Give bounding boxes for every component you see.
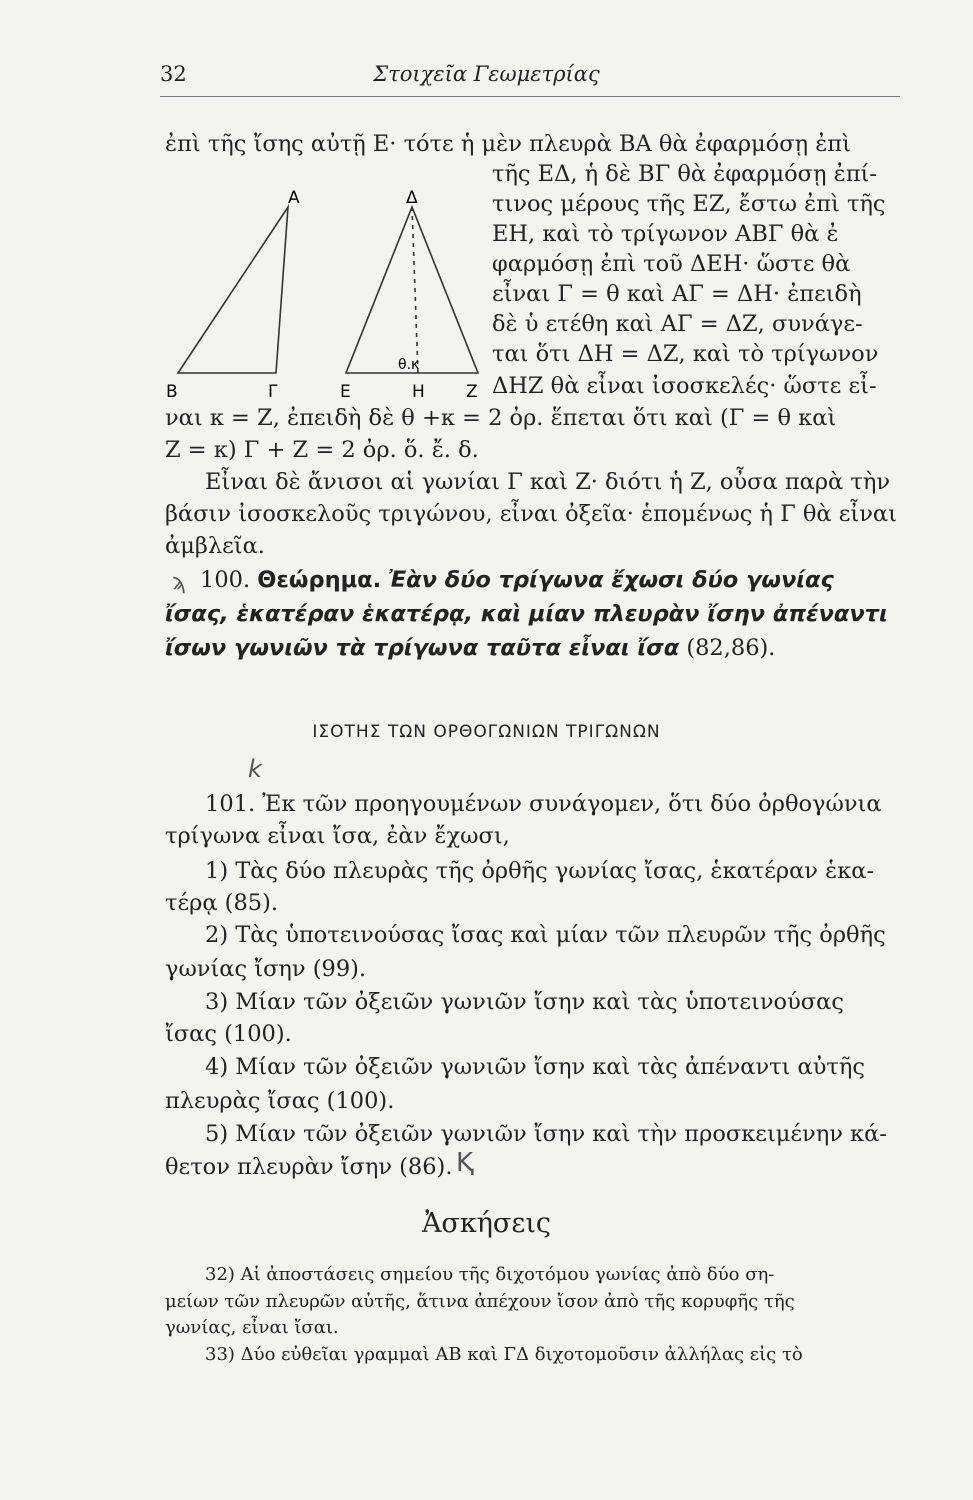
theorem-line (200, 566, 834, 594)
label-angles: θ.κ (398, 357, 420, 373)
text-line: τινος μέρους τῆς ΕΖ, ἔστω ἐπὶ τῆς (492, 191, 886, 217)
list-item: ἴσας (100). (165, 1021, 292, 1047)
theorem-text: Ἐὰν δύο τρίγωνα ἔχωσι δύο γωνίας (388, 567, 834, 593)
exercise-line: μείων τῶν πλευρῶν αὐτῆς, ἅτινα ἀπέχουν ἴσον ἀπὸ τῆς κορυφῆς τῆς (165, 1291, 795, 1312)
text-line: φαρμόσῃ ἐπὶ τοῦ ΔΕΗ· ὥστε θὰ (492, 251, 851, 277)
theorem-number: 100. (200, 567, 251, 593)
text-line: τρίγωνα εἶναι ἴσα, ἐὰν ἔχωσι, (165, 823, 510, 849)
exercise-line: 32) Αἱ ἀποστάσεις σημείου τῆς διχοτόμου γωνίας ἀπὸ δύο ση- (205, 1264, 775, 1285)
list-item: γωνίας ἴσην (99). (165, 956, 367, 982)
list-item: 5) Μίαν τῶν ὀξειῶν γωνιῶν ἴσην καὶ τὴν προσκειμένην κά- (205, 1121, 887, 1147)
list-item: θετον πλευρὰν ἴσην (86). (165, 1154, 453, 1180)
label-h: H (412, 382, 425, 400)
list-item: 3) Μίαν τῶν ὀξειῶν γωνιῶν ἴσην καὶ τὰς ὑποτεινούσας (205, 989, 844, 1015)
running-title: Στοιχεῖα Γεωμετρίας (373, 62, 600, 86)
section-title: ΙΣΟΤΗΣ ΤΩΝ ΟΡΘΟΓΩΝΙΩΝ ΤΡΙΓΩΝΩΝ (312, 722, 661, 742)
label-a: A (288, 188, 300, 208)
triangle-deh (346, 207, 478, 373)
list-item: τέρᾳ (85). (165, 890, 279, 916)
pencil-mark: ϡ (172, 570, 186, 595)
line-dz-dashed (412, 207, 418, 373)
triangles-figure (160, 185, 500, 400)
header-rule (160, 96, 900, 97)
text-line: ΔΗΖ θὰ εἶναι ἰσοσκελές· ὥστε εἶ- (492, 373, 877, 399)
text-line: εἶναι Γ = θ καὶ ΑΓ = ΔΗ· ἐπειδὴ (492, 281, 862, 307)
list-item: 2) Τὰς ὑποτεινούσας ἴσας καὶ μίαν τῶν πλευρῶν τῆς ὀρθῆς (205, 922, 886, 948)
label-delta: Δ (406, 188, 418, 208)
triangle-abg (178, 207, 288, 373)
text-line: ναι κ = Ζ, ἐπειδὴ δὲ θ +κ = 2 ὀρ. ἕπεται ὅτι καὶ (Γ = θ καὶ (165, 405, 837, 431)
pencil-mark: Ⱪ (456, 1148, 474, 1178)
text-line: δὲ ὑ ετέθη καὶ ΑΓ = ΔΖ, συνάγε- (492, 311, 863, 337)
theorem-label: Θεώρημα. (257, 567, 382, 593)
page-number: 32 (160, 62, 187, 86)
theorem-text: ἴσας, ἑκατέραν ἑκατέρᾳ, καὶ μίαν πλευρὰν ἴσην ἀπέναντι (165, 601, 888, 627)
text-line: τῆς ΕΔ, ἡ δὲ ΒΓ θὰ ἐφαρμόσῃ ἐπί- (492, 161, 877, 187)
exercise-line: γωνίας, εἶναι ἴσαι. (165, 1317, 339, 1338)
exercise-line: 33) Δύο εὐθεῖαι γραμμαὶ ΑΒ καὶ ΓΔ διχοτομοῦσιν ἀλλήλας εἰς τὸ (205, 1344, 803, 1365)
exercises-title: Ἀσκήσεις (421, 1208, 552, 1239)
text-line: 101. Ἐκ τῶν προηγουμένων συνάγομεν, ὅτι δύο ὀρθογώνια (205, 791, 882, 817)
theorem-ref: (82,86). (686, 635, 776, 661)
list-item: πλευρὰς ἴσας (100). (165, 1088, 395, 1114)
label-z: Z (466, 382, 478, 400)
text-line: ἐπὶ τῆς ἴσης αὐτῇ Ε· τότε ἡ μὲν πλευρὰ ΒΑ θὰ ἐφαρμόσῃ ἐπὶ (165, 131, 851, 157)
list-item: 1) Τὰς δύο πλευρὰς τῆς ὀρθῆς γωνίας ἴσας, ἑκατέραν ἑκα- (205, 858, 875, 884)
text-line: Εἶναι δὲ ἄνισοι αἱ γωνίαι Γ καὶ Ζ· διότι ἡ Ζ, οὖσα παρὰ τὴν (205, 469, 890, 495)
list-item: 4) Μίαν τῶν ὀξειῶν γωνιῶν ἴσην καὶ τὰς ἀπέναντι αὐτῆς (205, 1054, 865, 1080)
text-line: ἀμβλεῖα. (165, 533, 265, 559)
theorem-line (165, 634, 775, 662)
label-b: B (166, 382, 178, 400)
theorem-text: ἴσων γωνιῶν τὰ τρίγωνα ταῦτα εἶναι ἴσα (165, 635, 680, 661)
text-line: Ζ = κ) Γ + Ζ = 2 ὀρ. ὅ. ἔ. δ. (165, 437, 479, 463)
text-line: ται ὅτι ΔΗ = ΔΖ, καὶ τὸ τρίγωνον (492, 341, 879, 367)
pencil-mark: k (248, 755, 262, 783)
label-g: Γ (268, 382, 278, 400)
text-line: βάσιν ἰσοσκελοῦς τριγώνου, εἶναι ὀξεῖα· ἑπομένως ἡ Γ θὰ εἶναι (165, 501, 897, 527)
label-e: E (340, 382, 351, 400)
text-line: ΕΗ, καὶ τὸ τρίγωνον ΑΒΓ θὰ ἐ (492, 221, 839, 247)
